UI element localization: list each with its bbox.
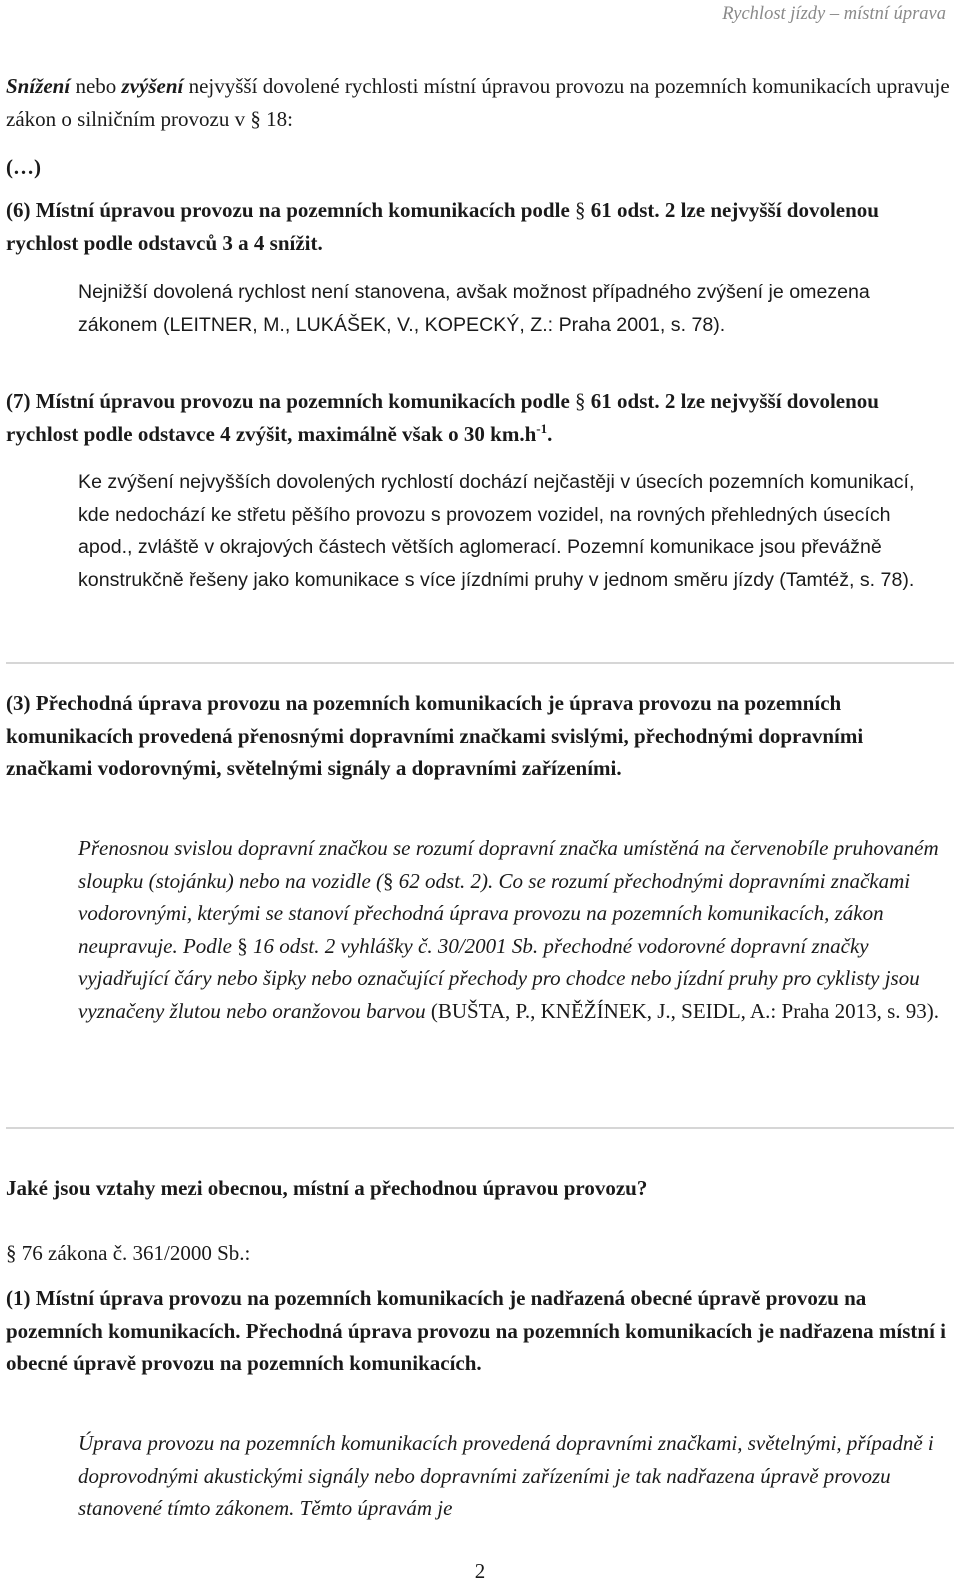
section-symbol-icon: § [575, 389, 586, 413]
intro-term-increase: zvýšení [121, 74, 184, 98]
paragraph-1-commentary: Úprava provozu na pozemních komunikacích provedená dopravními značkami, světelnými, případně i doprovodnými akustickými signály nebo dopravními zařízeními je tak nadřazena úpravě provozu stanovené tímto zákonem. Těmto úpravám je [78, 1431, 934, 1520]
section-symbol-icon: § [250, 106, 261, 131]
paragraph-3-commentary [78, 832, 950, 1027]
section-divider [6, 662, 954, 664]
question-heading: Jaké jsou vztahy mezi obecnou, místní a přechodnou úpravou provozu? [6, 1176, 648, 1200]
paragraph-3-commentary-part3: 16 odst. 2 vyhlášky č. 30/2001 Sb. přechodné vodorovné dopravní značky vyjadřující čáry nebo šipky nebo označující přechody pro chodce nebo jízdní pruhy pro cyklisty jsou vyznačeny žlutou nebo oranžovou barvou [78, 933, 920, 1023]
intro-term-reduction: Snížení [6, 74, 71, 98]
intro-conjunction: nebo [70, 74, 122, 98]
paragraph-6-text-a: (6) Místní úpravou provozu na pozemních komunikacích podle [6, 198, 576, 222]
section-symbol-icon: § [575, 198, 586, 222]
paragraph-7-text-b: 61 odst. 2 lze nejvyšší dovolenou rychlost podle odstavce 4 zvýšit, maximálně však o 30 km.h [6, 389, 879, 446]
unit-exponent: -1 [536, 420, 548, 436]
paragraph-1: (1) Místní úprava provozu na pozemních komunikacích je nadřazená obecné úpravě provozu na pozemních komunikacích. Přechodná úprava provozu na pozemních komunikacích je nadřazena místní i obecné úpravě provozu na pozemních komunikacích. [6, 1286, 947, 1375]
intro-section-ref: 18: [260, 106, 293, 131]
section-symbol-icon: § [237, 933, 248, 958]
paragraph-3: (3) Přechodná úprava provozu na pozemních komunikacích je úprava provozu na pozemních komunikacích provedená přenosnými dopravními značkami svislými, přechodnými dopravními značkami vodorovnými, světelnými signály a dopravními zařízeními. [6, 691, 864, 780]
page-number: 2 [474, 1559, 486, 1583]
section-symbol-icon: § [383, 868, 394, 893]
running-header: Rychlost jízdy – místní úprava [722, 4, 946, 24]
paragraph-6-commentary: Nejnižší dovolená rychlost není stanovena, avšak možnost případného zvýšení je omezena zákonem (LEITNER, M., LUKÁŠEK, V., KOPECKÝ, Z.: Praha 2001, s. 78). [78, 281, 870, 336]
paragraph-7-commentary: Ke zvýšení nejvyšších dovolených rychlostí dochází nejčastěji v úsecích pozemních komunikací, kde nedochází ke střetu pěšího provozu s provozem vozidel, na rovných přehledných úsecích apod., zvláště v okrajových částech větších aglomerací. Pozemní komunikace jsou převážně konstrukčně řešeny jako komunikace s více jízdními pruhy v jednom směru jízdy (Tamtéž, s. 78). [78, 471, 915, 591]
paragraph-3-citation: (BUŠTA, P., KNĚŽÍNEK, J., SEIDL, A.: Praha 2013, s. 93). [430, 998, 939, 1023]
section-symbol-icon: § [6, 1241, 17, 1265]
paragraph-6 [6, 194, 950, 259]
paragraph-7 [6, 385, 950, 450]
paragraph-7-end: . [547, 421, 553, 446]
paragraph-6-text-b: 61 odst. 2 lze nejvyšší dovolenou rychlost podle odstavců 3 a 4 snížit. [6, 198, 879, 255]
section-divider [6, 1127, 954, 1129]
paragraph-3-commentary-part1: Přenosnou svislou dopravní značkou se rozumí dopravní značka umístěná na červenobíle pruhovaném sloupku (stojánku) nebo na vozidle ( [78, 836, 939, 893]
paragraph-3-commentary-part2: 62 odst. 2). Co se rozumí přechodnými dopravními značkami vodorovnými, kterými se stanoví přechodná úprava provozu na pozemních komunikacích, zákon neupravuje. Podle [78, 868, 911, 958]
law-reference-text: 76 zákona č. 361/2000 Sb.: [16, 1241, 251, 1265]
intro-paragraph [6, 70, 950, 135]
law-reference [6, 1237, 950, 1270]
ellipsis-marker: (…) [6, 155, 41, 179]
paragraph-7-text-a: (7) Místní úpravou provozu na pozemních komunikacích podle [6, 389, 576, 413]
intro-text: nejvyšší dovolené rychlosti místní úpravou provozu na pozemních komunikacích upravuje zákon o silničním provozu v [6, 74, 950, 131]
